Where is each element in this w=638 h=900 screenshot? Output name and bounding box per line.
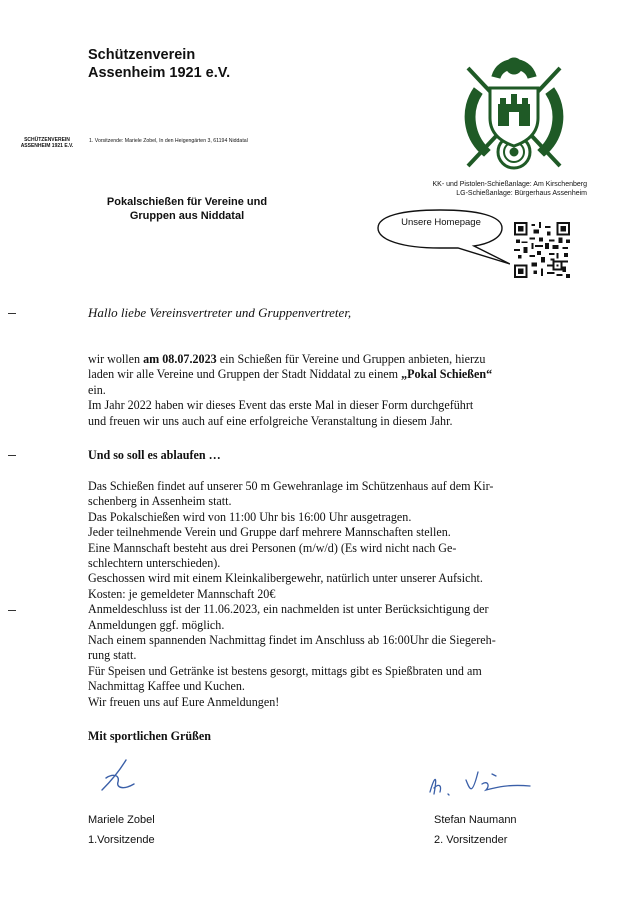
procedure-line: Jeder teilnehmende Verein und Gruppe darf mehrere Mannschaften stellen.: [88, 525, 451, 540]
club-emblem-icon: [454, 48, 574, 176]
homepage-label: Unsere Homepage: [401, 217, 481, 228]
fold-mark: [8, 610, 16, 611]
club-name-line1: Schützenverein: [88, 47, 196, 63]
signatory-1: [88, 810, 155, 850]
signatory-2: [434, 810, 517, 850]
signature-naumann-icon: [420, 762, 540, 804]
speech-bubble-icon: [370, 206, 510, 266]
sender-club-short-line2: ASSENHEIM 1921 E.V.: [20, 143, 74, 149]
procedure-line: Kosten: je gemeldeter Mannschaft 20€: [88, 586, 276, 601]
signature-zobel-icon: [96, 756, 140, 794]
intro-text: laden wir alle Vereine und Gruppen der Stadt Niddatal zu einem: [88, 367, 402, 382]
ranges-line1: KK- und Pistolen-Schießanlage: Am Kirschenberg: [432, 181, 587, 188]
greeting: Hallo liebe Vereinsvertreter und Gruppenvertreter,: [88, 305, 352, 320]
intro-line: Im Jahr 2022 haben wir dieses Event das erste Mal in dieser Form durchgeführt: [88, 398, 474, 413]
procedure-line: Das Schießen findet auf unserer 50 m Gewehranlage im Schützenhaus auf dem Kir-: [88, 479, 494, 493]
signatory-2-role: 2. Vorsitzender: [434, 834, 508, 846]
club-name-line2: Assenheim 1921 e.V.: [88, 65, 231, 81]
event-name: „Pokal Schießen“: [401, 367, 493, 382]
intro-text: wir wollen: [88, 352, 144, 366]
procedure-line: Eine Mannschaft besteht aus drei Personen (m/w/d) (Es wird nicht nach Ge-: [88, 540, 457, 555]
event-title-line1: Pokalschießen für Vereine und: [106, 196, 268, 208]
ranges-line2: LG-Schießanlage: Bürgerhaus Assenheim: [456, 190, 587, 197]
sender-club-short-line1: SCHÜTZENVEREIN: [24, 137, 70, 143]
shooting-ranges-info: [395, 180, 587, 198]
procedure-line: rung statt.: [88, 648, 137, 663]
procedure-line: Nach einem spannenden Nachmittag findet im Anschluss ab 16:00Uhr die Siegereh-: [88, 633, 496, 648]
homepage-qr-code[interactable]: [514, 222, 570, 278]
procedure-line: Nachmittag Kaffee und Kuchen.: [88, 679, 245, 694]
procedure-line: Geschossen wird mit einem Kleinkalibergewehr, natürlich unter unserer Aufsicht.: [88, 571, 483, 586]
closing: Mit sportlichen Grüßen: [88, 729, 211, 743]
event-title-line2: Gruppen aus Niddatal: [129, 210, 245, 222]
intro-line: und freuen wir uns auch auf eine erfolgreiche Veranstaltung in diesem Jahr.: [88, 413, 453, 428]
procedure-line: schlechtern unterschieden).: [88, 556, 221, 571]
fold-mark: [8, 313, 16, 314]
event-title: [102, 195, 272, 223]
signatory-2-name: Stefan Naumann: [434, 814, 517, 826]
signatory-1-role: 1.Vorsitzende: [88, 834, 155, 846]
procedure-line: schenberg in Assenheim statt.: [88, 494, 232, 509]
intro-line: ein.: [88, 382, 106, 397]
sender-club-short: [20, 137, 74, 149]
procedure-line: Wir freuen uns auf Eure Anmeldungen!: [88, 694, 280, 709]
intro-paragraph: [88, 352, 593, 429]
signatory-1-name: Mariele Zobel: [88, 814, 155, 826]
procedure-line: Anmeldeschluss ist der 11.06.2023, ein nachmelden ist unter Berücksichtigung der: [88, 602, 489, 617]
procedure-list: [88, 479, 593, 710]
procedure-heading: Und so soll es ablaufen …: [88, 448, 221, 462]
procedure-line: Für Speisen und Getränke ist bestens gesorgt, mittags gibt es Spießbraten und am: [88, 663, 482, 678]
intro-text: ein Schießen für Vereine und Gruppen anbieten, hierzu: [216, 352, 486, 366]
procedure-line: Anmeldungen ggf. möglich.: [88, 617, 225, 632]
intro-line: [88, 367, 593, 382]
sender-address-line: 1. Vorsitzende: Mariele Zobel, In den Heigengärten 3, 61194 Niddatal: [89, 138, 248, 144]
fold-mark: [8, 455, 16, 456]
club-name: [88, 46, 230, 82]
procedure-line: Das Pokalschießen wird von 11:00 Uhr bis 16:00 Uhr ausgetragen.: [88, 509, 412, 524]
intro-line: [88, 352, 593, 367]
event-date: am 08.07.2023: [143, 352, 217, 366]
